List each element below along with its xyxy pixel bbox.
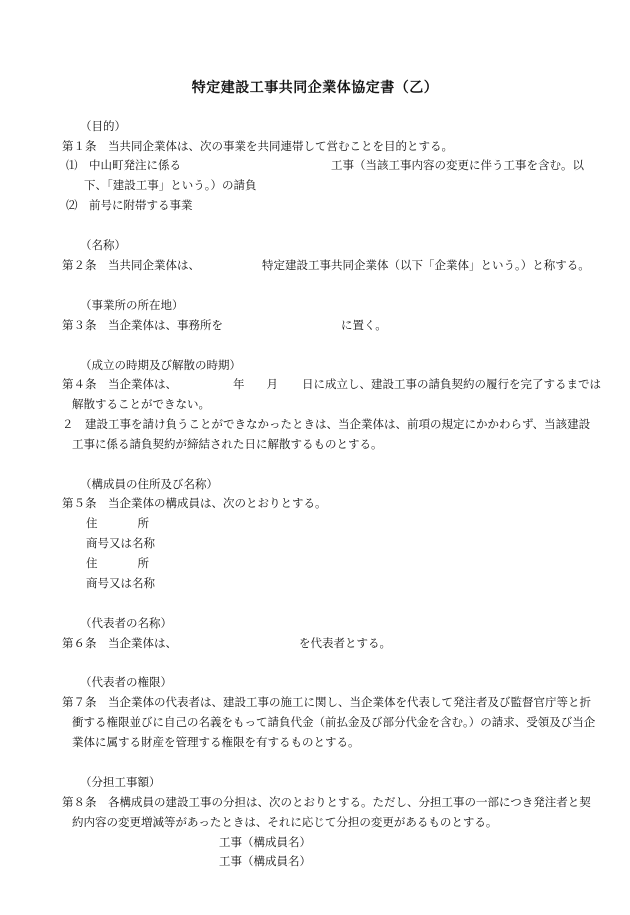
article-6-post: を代表者とする。	[299, 636, 391, 650]
article-4-heading: （成立の時期及び解散の時期）	[80, 358, 241, 372]
article-4-pre: 第４条 当企業体は、	[62, 377, 177, 391]
article-1-item-1-label: ⑴ 中山町発注に係る	[66, 158, 181, 172]
member-1-name-label: 商号又は名称	[86, 536, 155, 550]
share-row-2: 工事（構成員名）	[219, 854, 311, 868]
member-2-address-char-2: 所	[137, 556, 149, 570]
article-7-heading: （代表者の権限）	[80, 675, 172, 689]
member-2-address-char-1: 住	[86, 556, 98, 570]
article-1-line: 第１条 当共同企業体は、次の事業を共同連帯して営むことを目的とする。	[62, 139, 453, 153]
article-3-post: に置く。	[341, 318, 387, 332]
article-4-para-2-line-1: ２ 建設工事を請け負うことができなかったときは、当企業体は、前項の規定にかかわらず、当該建設	[62, 417, 591, 431]
article-1-item-2: ⑵ 前号に附帯する事業	[66, 198, 193, 212]
article-2-heading: （名称）	[80, 238, 126, 252]
article-6-heading: （代表者の名称）	[80, 616, 172, 630]
document-title: 特定建設工事共同企業体協定書（乙）	[191, 80, 439, 96]
article-7-line-3: 業体に属する財産を管理する権限を有するものとする。	[72, 735, 360, 749]
article-2-line	[62, 258, 590, 272]
article-4-year: 年	[233, 377, 245, 391]
article-7-line-1: 第７条 当企業体の代表者は、建設工事の施工に関し、当企業体を代表して発注者及び監督官庁等と折	[62, 695, 591, 709]
article-1-item-1	[66, 158, 584, 172]
member-1-address-char-2: 所	[137, 516, 149, 530]
article-4-para-2-line-2: 工事に係る請負契約が締結された日に解散するものとする。	[72, 437, 383, 451]
article-1-item-1-cont: 下、「建設工事」という。）の請負	[84, 178, 257, 192]
member-2-name-label: 商号又は名称	[86, 576, 155, 590]
share-row-1: 工事（構成員名）	[219, 835, 311, 849]
article-2-post: 特定建設工事共同企業体（以下「企業体」という。）と称する。	[262, 258, 590, 272]
article-6-pre: 第６条 当企業体は、	[62, 636, 177, 650]
article-3-pre: 第３条 当企業体は、事務所を	[62, 318, 223, 332]
article-1-item-1-rest: 工事（当該工事内容の変更に伴う工事を含む。以	[331, 158, 584, 172]
article-5-heading: （構成員の住所及び名称）	[80, 477, 218, 491]
article-4-cont: 解散することができない。	[72, 397, 210, 411]
member-1-address-char-1: 住	[86, 516, 98, 530]
article-7-line-2: 衝する権限並びに自己の名義をもって請負代金（前払金及び部分代金を含む。）の請求、受領及び当企	[72, 715, 596, 729]
article-3-line	[62, 318, 387, 332]
article-5-line: 第５条 当企業体の構成員は、次のとおりとする。	[62, 496, 327, 510]
article-1-heading: （目的）	[80, 119, 126, 133]
member-2-address-label	[86, 556, 149, 570]
article-6-line	[62, 636, 391, 650]
article-3-heading: （事業所の所在地）	[80, 298, 184, 312]
article-4-line	[62, 377, 601, 391]
member-1-address-label	[86, 516, 149, 530]
article-8-line-1: 第８条 各構成員の建設工事の分担は、次のとおりとする。ただし、分担工事の一部につき発注者と契	[62, 795, 591, 809]
article-4-month: 月	[266, 377, 278, 391]
article-8-line-2: 約内容の変更増減等があったときは、それに応じて分担の変更があるものとする。	[72, 815, 498, 829]
article-2-pre: 第２条 当共同企業体は、	[62, 258, 200, 272]
article-4-post: 日に成立し、建設工事の請負契約の履行を完了するまでは	[302, 377, 601, 391]
article-8-heading: （分担工事額）	[80, 775, 161, 789]
